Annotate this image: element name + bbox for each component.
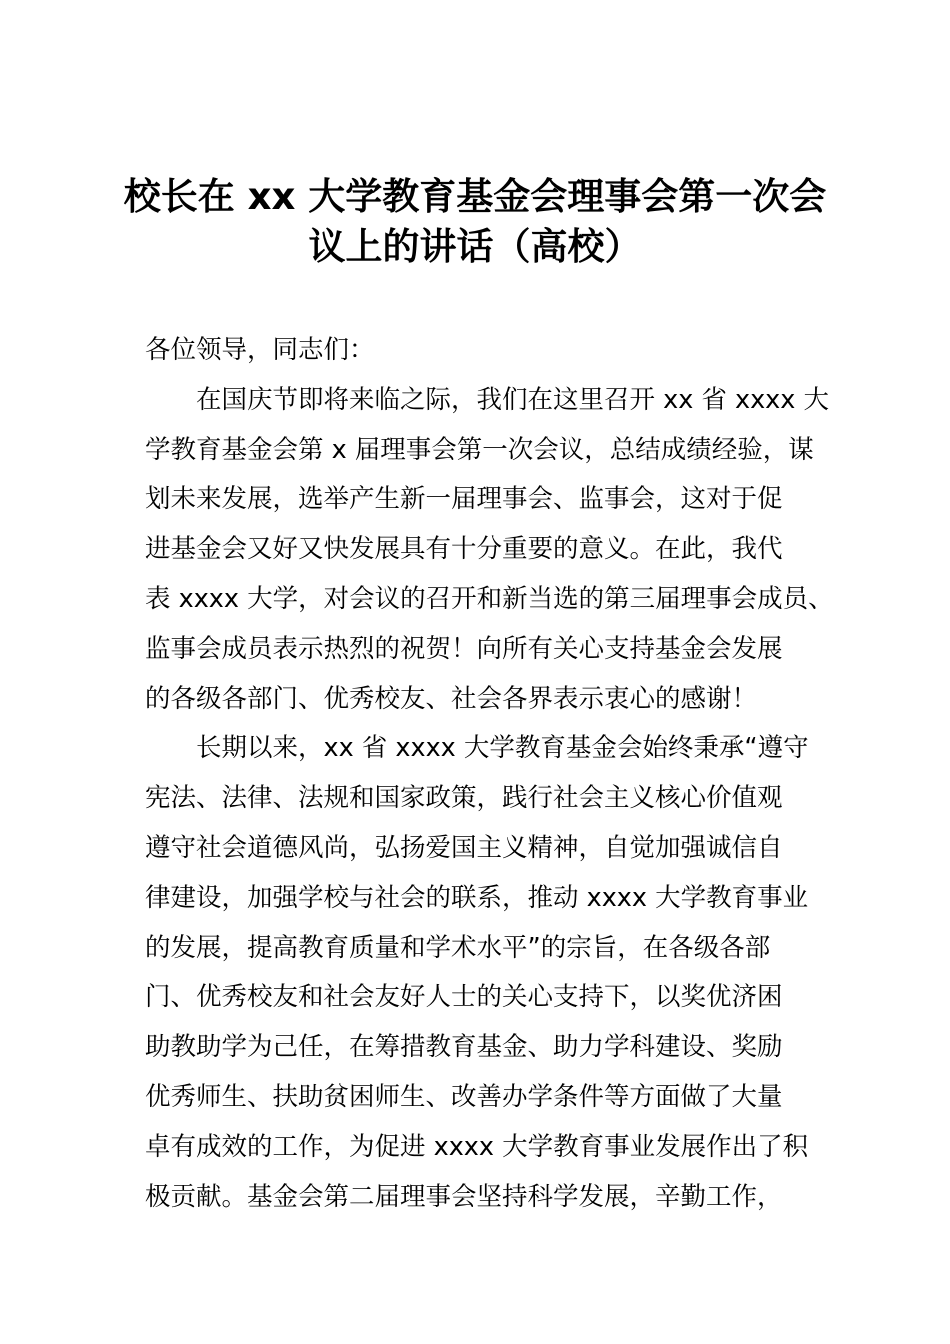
paragraph-2-line: 门、优秀校友和社会友好人士的关心支持下，以奖优济困 <box>145 982 783 1013</box>
paragraph-2-line: 卓有成效的工作，为促进 xxxx 大学教育事业发展作出了积 <box>145 1131 809 1162</box>
title-line-2: 议上的讲话（高校） <box>308 225 642 268</box>
paragraph-2-line: 的发展，提高教育质量和学术水平”的宗旨，在各级各部 <box>145 932 771 963</box>
paragraph-1-line: 进基金会又好又快发展具有十分重要的意义。在此，我代 <box>145 534 783 565</box>
paragraph-2-line: 宪法、法律、法规和国家政策，践行社会主义核心价值观 <box>145 783 783 814</box>
paragraph-1-line: 划未来发展，选举产生新一届理事会、监事会，这对于促 <box>145 484 783 515</box>
paragraph-2-line: 优秀师生、扶助贫困师生、改善办学条件等方面做了大量 <box>145 1081 783 1112</box>
paragraph-2-line: 遵守社会道德风尚，弘扬爱国主义精神，自觉加强诚信自 <box>145 832 783 863</box>
paragraph-2 <box>145 724 815 1222</box>
paragraph-2-line: 助教助学为己任，在筹措教育基金、助力学科建设、奖励 <box>145 1032 783 1063</box>
paragraph-1 <box>145 376 834 725</box>
paragraph-1-line: 监事会成员表示热烈的祝贺！向所有关心支持基金会发展 <box>145 633 783 664</box>
salutation: 各位领导，同志们： <box>145 335 375 365</box>
paragraph-1-line: 学教育基金会第 x 届理事会第一次会议，总结成绩经验，谋 <box>145 434 814 465</box>
document-body <box>145 326 834 1222</box>
paragraph-2-line: 极贡献。基金会第二届理事会坚持科学发展，辛勤工作， <box>145 1181 783 1212</box>
paragraph-1-line: 的各级各部门、优秀校友、社会各界表示衷心的感谢！ <box>145 683 758 714</box>
paragraph-2-line: 长期以来，xx 省 xxxx 大学教育基金会始终秉承“遵守 <box>196 733 809 764</box>
paragraph-1-line: 在国庆节即将来临之际，我们在这里召开 xx 省 xxxx 大 <box>196 384 829 415</box>
paragraph-2-line: 律建设，加强学校与社会的联系，推动 xxxx 大学教育事业 <box>145 882 809 913</box>
document-title <box>120 172 830 272</box>
paragraph-1-line: 表 xxxx 大学，对会议的召开和新当选的第三届理事会成员、 <box>145 583 834 614</box>
title-line-1: 校长在 xx 大学教育基金会理事会第一次会 <box>123 175 827 218</box>
